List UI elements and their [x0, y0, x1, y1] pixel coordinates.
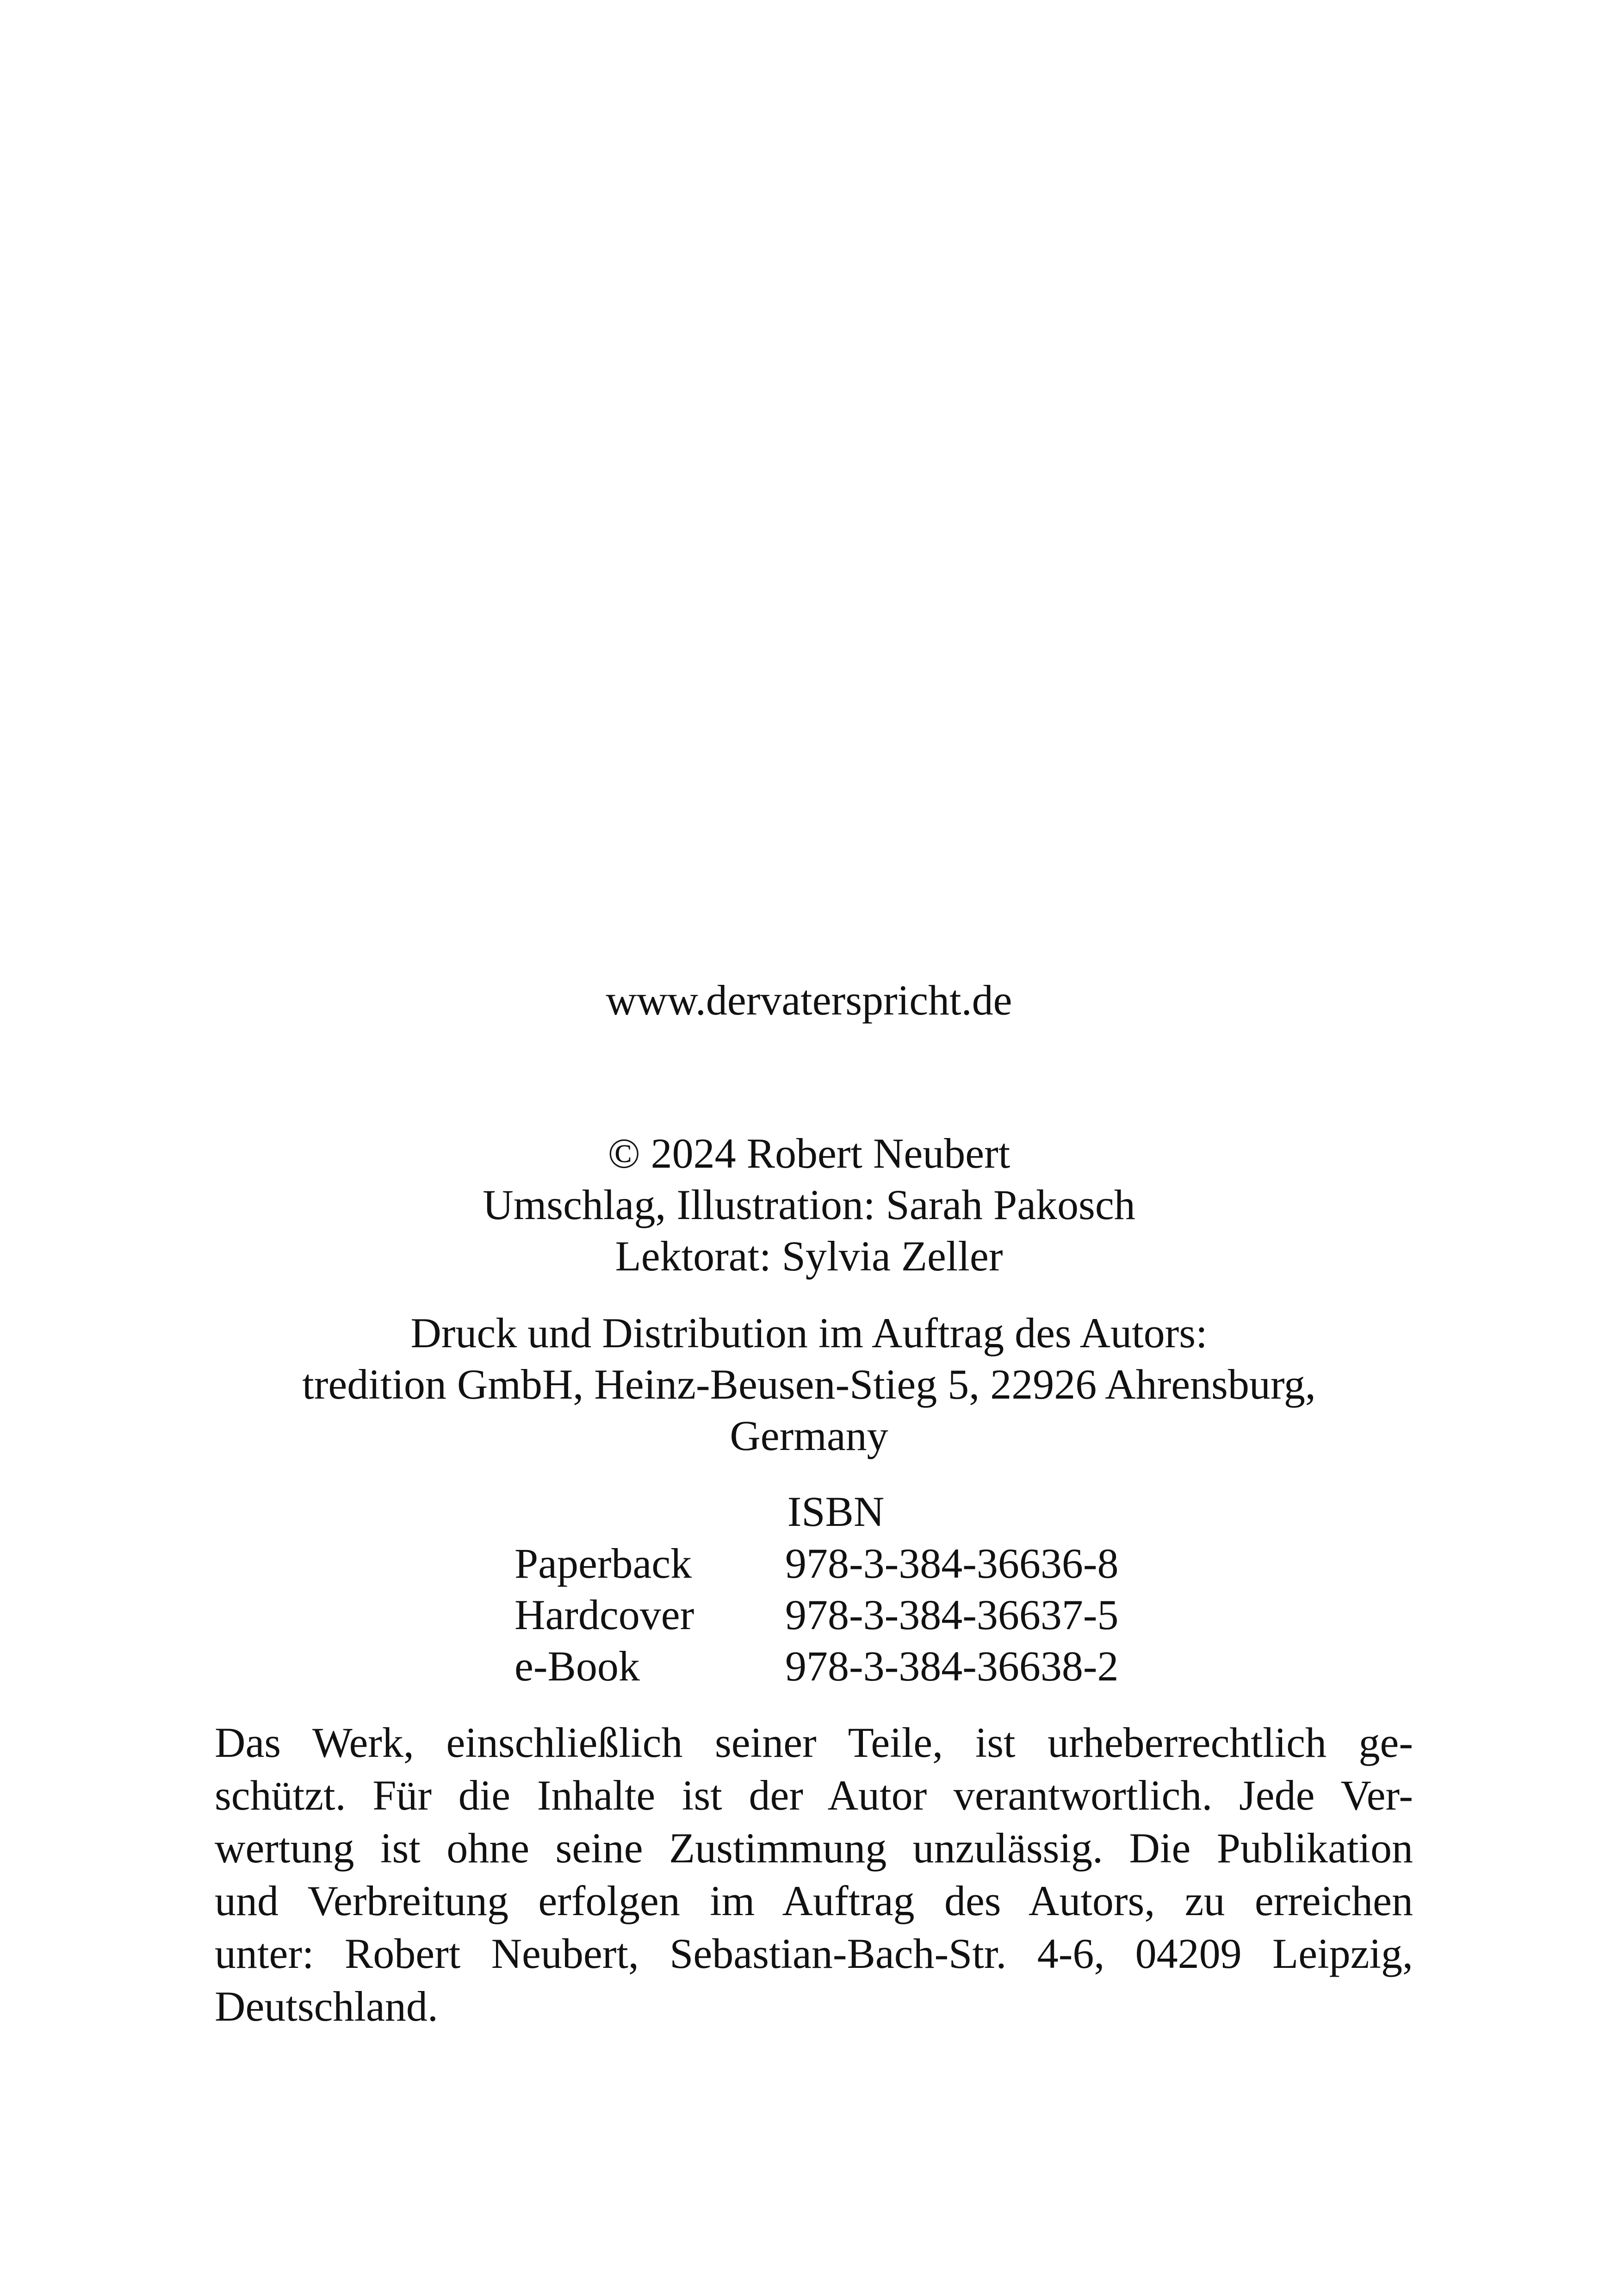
- isbn-format-paperback: Paperback: [515, 1540, 692, 1587]
- copyright-line: © 2024 Robert Neubert: [608, 1130, 1010, 1177]
- legal-line: Das Werk, einschließlich seiner Teile, ist urheberrechtlich ge-: [215, 1719, 1413, 1766]
- printing-line-1: Druck und Distribution im Auftrag des Autors:: [410, 1309, 1208, 1356]
- cover-credit: Umschlag, Illustration: Sarah Pakosch: [483, 1181, 1135, 1228]
- legal-line: schützt. Für die Inhalte ist der Autor verantwortlich. Jede Ver-: [215, 1772, 1413, 1819]
- legal-line: und Verbreitung erfolgen im Auftrag des Autors, zu erreichen: [215, 1877, 1413, 1924]
- printing-line-2: tredition GmbH, Heinz-Beusen-Stieg 5, 22926 Ahrensburg,: [302, 1361, 1316, 1408]
- isbn-format-hardcover: Hardcover: [515, 1591, 694, 1638]
- printing-line-3: Germany: [730, 1412, 888, 1459]
- legal-line: Deutschland.: [215, 1983, 438, 2030]
- isbn-number-ebook: 978-3-384-36638-2: [785, 1643, 1119, 1690]
- isbn-format-ebook: e-Book: [515, 1643, 640, 1690]
- legal-notice: [215, 1716, 1413, 2033]
- website-link[interactable]: www.dervaterspricht.de: [606, 977, 1012, 1024]
- legal-line: unter: Robert Neubert, Sebastian-Bach-Str. 4-6, 04209 Leipzig,: [215, 1930, 1413, 1977]
- isbn-heading: ISBN: [787, 1488, 885, 1535]
- isbn-number-paperback: 978-3-384-36636-8: [785, 1540, 1119, 1587]
- legal-line: wertung ist ohne seine Zustimmung unzulässig. Die Publikation: [215, 1824, 1413, 1872]
- isbn-number-hardcover: 978-3-384-36637-5: [785, 1591, 1119, 1638]
- editing-credit: Lektorat: Sylvia Zeller: [615, 1232, 1003, 1280]
